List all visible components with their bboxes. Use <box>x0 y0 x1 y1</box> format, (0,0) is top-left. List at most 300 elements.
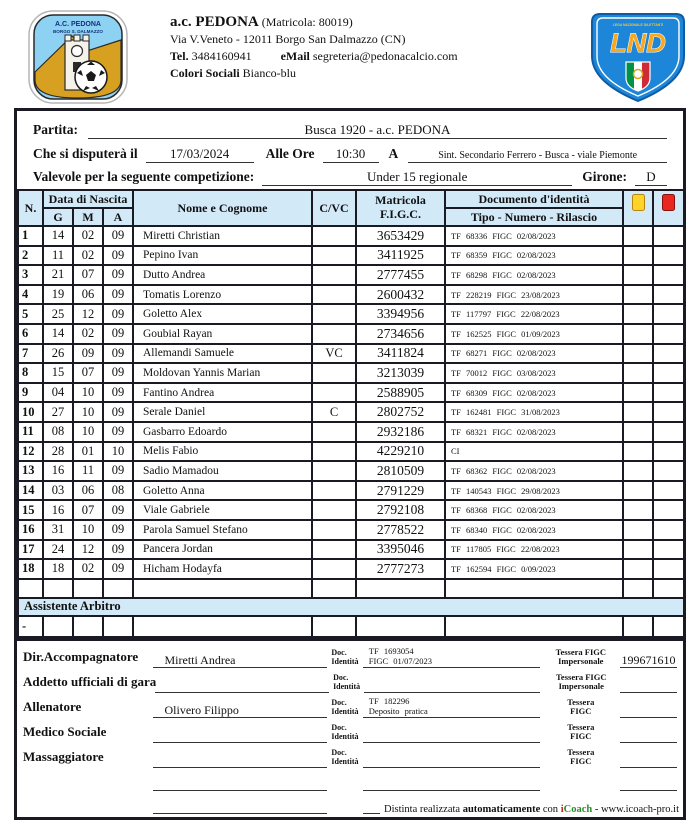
player-name: Serale Daniel <box>133 402 312 422</box>
col-n-header: N. <box>18 190 43 226</box>
col-m-header: M <box>73 208 103 226</box>
captain-flag <box>312 304 356 324</box>
tessera-label-line2: FIGC <box>570 731 592 742</box>
doc-label-line1: Doc. <box>331 698 347 708</box>
table-header-row-1 <box>18 190 684 208</box>
birth-month: 07 <box>73 363 103 383</box>
player-matricola: 3213039 <box>356 363 445 383</box>
tessera-label-line2: FIGC <box>570 756 592 767</box>
captain-flag <box>312 246 356 266</box>
table-row <box>18 402 684 422</box>
assistente-arbitro-title: Assistente Arbitro <box>18 598 684 616</box>
yellow-card-cell <box>623 344 653 364</box>
player-number: 13 <box>18 461 43 481</box>
footer-url: www.icoach-pro.it <box>600 804 679 815</box>
lnd-top-text: LEGA NAZIONALE DILETTANTI <box>612 23 664 27</box>
red-card-cell <box>653 559 684 579</box>
staff-role-label: Dir.Accompagnatore <box>23 648 139 664</box>
birth-day: 18 <box>43 559 73 579</box>
table-row <box>18 422 684 442</box>
staff-doc-line2: Deposito pratica <box>368 705 428 716</box>
yellow-card-cell <box>623 383 653 403</box>
red-card-icon <box>662 194 675 211</box>
tessera-label-line2: FIGC <box>570 706 592 717</box>
match-info <box>17 111 683 186</box>
red-card-cell <box>653 500 684 520</box>
tessera-label-line1: Tessera <box>567 722 595 732</box>
badge-clock <box>72 46 83 57</box>
red-card-cell <box>653 442 684 462</box>
birth-month: 10 <box>73 520 103 540</box>
birth-year: 09 <box>103 324 133 344</box>
birth-day: 11 <box>43 246 73 266</box>
player-number: 8 <box>18 363 43 383</box>
birth-year: 09 <box>103 246 133 266</box>
player-number: 10 <box>18 402 43 422</box>
player-name: Hicham Hodayfa <box>133 559 312 579</box>
birth-month: 09 <box>73 344 103 364</box>
table-row <box>18 461 684 481</box>
yellow-card-cell <box>623 422 653 442</box>
birth-day: 19 <box>43 285 73 305</box>
col-doc-sub-header: Tipo - Numero - Rilascio <box>445 208 623 226</box>
player-document: TF 68298 FIGC 02/08/2023 <box>445 265 623 285</box>
player-number: 3 <box>18 265 43 285</box>
table-row <box>18 304 684 324</box>
player-matricola: 3395046 <box>356 540 445 560</box>
table-row <box>18 246 684 266</box>
extra-staff-blank-row <box>23 768 677 791</box>
assistente-arbitro-band <box>18 598 684 616</box>
tessera-label <box>544 698 619 718</box>
player-matricola: 2734656 <box>356 324 445 344</box>
captain-flag: C <box>312 402 356 422</box>
yellow-card-cell <box>623 324 653 344</box>
players-table <box>17 189 685 638</box>
birth-day: 24 <box>43 540 73 560</box>
lnd-shield-svg <box>588 10 688 104</box>
staff-tessera-field: 199671610 <box>621 652 676 667</box>
player-number: 6 <box>18 324 43 344</box>
player-matricola: 3653429 <box>356 226 445 246</box>
lnd-acronym: LND <box>610 28 666 58</box>
birth-year: 09 <box>103 344 133 364</box>
tessera-label-line1: Tessera <box>567 697 595 707</box>
captain-flag <box>312 363 356 383</box>
birth-year: 09 <box>103 500 133 520</box>
player-document: TF 68368 FIGC 02/08/2023 <box>445 500 623 520</box>
birth-year: 09 <box>103 422 133 442</box>
player-matricola: 2932186 <box>356 422 445 442</box>
player-document: TF 162594 FIGC 0/09/2023 <box>445 559 623 579</box>
birth-day: 14 <box>43 324 73 344</box>
player-name: Moldovan Yannis Marian <box>133 363 312 383</box>
col-matricola-header <box>356 190 445 226</box>
birth-day: 21 <box>43 265 73 285</box>
birth-year: 09 <box>103 304 133 324</box>
table-row <box>18 559 684 579</box>
doc-identita-label <box>331 699 362 718</box>
player-name: Goletto Anna <box>133 481 312 501</box>
table-row <box>18 226 684 246</box>
staff-tessera-field <box>620 717 677 718</box>
yellow-card-cell <box>623 559 653 579</box>
birth-month: 07 <box>73 265 103 285</box>
player-document: TF 68271 FIGC 02/08/2023 <box>445 344 623 364</box>
birth-day: 26 <box>43 344 73 364</box>
birth-year: 09 <box>103 285 133 305</box>
player-matricola: 2588905 <box>356 383 445 403</box>
time-field: 10:30 <box>323 146 379 163</box>
player-number: 18 <box>18 559 43 579</box>
player-number: 14 <box>18 481 43 501</box>
doc-identita-label <box>331 724 362 743</box>
distinta-frame <box>14 108 686 820</box>
assistente-dash: - <box>18 616 43 637</box>
tessera-label-line2: Impersonale <box>558 656 604 667</box>
staff-role-label: Allenatore <box>23 698 82 714</box>
player-name: Parola Samuel Stefano <box>133 520 312 540</box>
yellow-card-cell <box>623 442 653 462</box>
player-document: TF 162481 FIGC 31/08/2023 <box>445 402 623 422</box>
player-number: 2 <box>18 246 43 266</box>
red-card-cell <box>653 304 684 324</box>
player-name: Pepino Ivan <box>133 246 312 266</box>
captain-flag <box>312 324 356 344</box>
doc-label-line1: Doc. <box>331 748 347 758</box>
tessera-label <box>544 748 619 768</box>
captain-flag <box>312 481 356 501</box>
birth-month: 07 <box>73 500 103 520</box>
club-name: a.c. PEDONA <box>170 14 259 30</box>
birth-month: 02 <box>73 226 103 246</box>
birth-year: 09 <box>103 461 133 481</box>
staff-doc-field <box>363 697 540 718</box>
red-card-cell <box>653 363 684 383</box>
competition-label: Valevole per la seguente competizione: <box>33 169 255 184</box>
player-document: TF 68321 FIGC 02/08/2023 <box>445 422 623 442</box>
tessera-label-line2: Impersonale <box>558 681 604 692</box>
staff-row-addetto <box>23 668 677 693</box>
birth-year: 10 <box>103 442 133 462</box>
doc-label-line1: Doc. <box>333 673 349 683</box>
birth-month: 02 <box>73 324 103 344</box>
colors-label: Colori Sociali <box>170 66 240 80</box>
footer-text-2: con <box>540 804 561 815</box>
player-document: TF 68309 FIGC 02/08/2023 <box>445 383 623 403</box>
captain-flag <box>312 442 356 462</box>
col-red-card-header <box>653 190 684 226</box>
birth-year: 09 <box>103 363 133 383</box>
tel-value: 3484160941 <box>191 49 252 63</box>
player-matricola: 3411824 <box>356 344 445 364</box>
staff-section <box>17 638 683 814</box>
col-birth-header: Data di Nascita <box>43 190 133 208</box>
doc-identita-label <box>331 649 362 668</box>
doc-identita-label <box>333 674 364 693</box>
player-matricola: 2802752 <box>356 402 445 422</box>
doc-label-line2: Identità <box>333 681 361 691</box>
staff-name-field <box>155 692 329 693</box>
tessera-label-line1: Tessera FIGC <box>555 647 607 657</box>
player-name: Miretti Christian <box>133 226 312 246</box>
red-card-cell <box>653 520 684 540</box>
club-contacts-line <box>170 48 458 65</box>
birth-month: 11 <box>73 461 103 481</box>
birth-day: 03 <box>43 481 73 501</box>
competition-field: Under 15 regionale <box>262 169 572 186</box>
player-name: Goubial Rayan <box>133 324 312 344</box>
player-matricola: 2777273 <box>356 559 445 579</box>
player-name: Viale Gabriele <box>133 500 312 520</box>
staff-role-label: Massaggiatore <box>23 748 104 764</box>
staff-doc-line1: TF 182296 <box>368 696 410 707</box>
birth-day: 16 <box>43 500 73 520</box>
matricola-label-1: Matricola <box>375 193 426 208</box>
birth-year: 09 <box>103 226 133 246</box>
red-card-cell <box>653 324 684 344</box>
table-row <box>18 344 684 364</box>
player-name: Pancera Jordan <box>133 540 312 560</box>
competition-row <box>33 163 667 186</box>
icoach-logo-i: i <box>560 804 564 815</box>
assistente-arbitro-row <box>18 616 684 637</box>
email-value: segreteria@pedonacalcio.com <box>312 49 458 63</box>
table-row <box>18 265 684 285</box>
table-row <box>18 324 684 344</box>
yellow-card-icon <box>632 194 645 211</box>
birth-year: 09 <box>103 265 133 285</box>
partita-label: Partita: <box>33 122 78 137</box>
birth-day: 28 <box>43 442 73 462</box>
player-number: 9 <box>18 383 43 403</box>
col-a-header: A <box>103 208 133 226</box>
player-document: TF 117805 FIGC 22/08/2023 <box>445 540 623 560</box>
venue-field: Sint. Secondario Ferrero - Busca - viale Piemonte <box>408 150 667 163</box>
red-card-cell <box>653 226 684 246</box>
staff-tessera-field <box>620 767 677 768</box>
empty-player-row <box>18 579 684 598</box>
club-name-line <box>170 14 458 31</box>
captain-flag <box>312 422 356 442</box>
red-card-cell <box>653 540 684 560</box>
player-document: TF 162525 FIGC 01/09/2023 <box>445 324 623 344</box>
player-number: 15 <box>18 500 43 520</box>
tel-label: Tel. <box>170 49 189 63</box>
staff-row-dirigente <box>23 643 677 668</box>
club-colors-line <box>170 65 458 82</box>
player-name: Allemandi Samuele <box>133 344 312 364</box>
date-label: Che si disputerà il <box>33 146 138 161</box>
club-badge-svg <box>28 10 128 104</box>
yellow-card-cell <box>623 304 653 324</box>
player-number: 16 <box>18 520 43 540</box>
partita-row <box>33 114 667 139</box>
doc-label-line2: Identità <box>331 731 359 741</box>
staff-row-massaggiatore <box>23 743 677 768</box>
birth-year: 09 <box>103 540 133 560</box>
birth-day: 31 <box>43 520 73 540</box>
birth-day: 14 <box>43 226 73 246</box>
yellow-card-cell <box>623 363 653 383</box>
captain-flag <box>312 559 356 579</box>
staff-doc-line1: TF 1693054 <box>368 646 414 657</box>
club-badge-logo <box>28 10 128 109</box>
player-matricola: 3394956 <box>356 304 445 324</box>
captain-flag <box>312 461 356 481</box>
yellow-card-cell <box>623 402 653 422</box>
footer-text-bold: automaticamente <box>462 804 541 815</box>
captain-flag <box>312 520 356 540</box>
staff-doc-field <box>364 692 540 693</box>
player-number: 5 <box>18 304 43 324</box>
staff-tessera-field <box>620 742 677 743</box>
player-name: Sadio Mamadou <box>133 461 312 481</box>
player-matricola: 2777455 <box>356 265 445 285</box>
footer-separator: - <box>592 804 601 815</box>
player-name: Tomatis Lorenzo <box>133 285 312 305</box>
player-document: CI <box>445 442 623 462</box>
tessera-label-line1: Tessera <box>567 747 595 757</box>
player-name: Gasbarro Edoardo <box>133 422 312 442</box>
player-document: TF 117797 FIGC 22/08/2023 <box>445 304 623 324</box>
player-number: 12 <box>18 442 43 462</box>
tessera-label <box>544 723 619 743</box>
yellow-card-cell <box>623 246 653 266</box>
yellow-card-cell <box>623 226 653 246</box>
captain-flag: VC <box>312 344 356 364</box>
email-label: eMail <box>280 49 310 63</box>
colors-value: Bianco-blu <box>242 66 296 80</box>
staff-name-field <box>153 742 328 743</box>
player-matricola: 2600432 <box>356 285 445 305</box>
player-document: TF 68336 FIGC 02/08/2023 <box>445 226 623 246</box>
time-label: Alle Ore <box>265 146 315 161</box>
birth-month: 02 <box>73 246 103 266</box>
red-card-cell <box>653 265 684 285</box>
footer-credit <box>380 804 679 815</box>
staff-doc-field <box>363 742 540 743</box>
yellow-card-cell <box>623 540 653 560</box>
player-name: Melis Fabio <box>133 442 312 462</box>
player-matricola: 2791229 <box>356 481 445 501</box>
staff-role-label: Addetto ufficiali di gara <box>23 673 157 689</box>
col-doc-header: Documento d'identità <box>445 190 623 208</box>
col-g-header: G <box>43 208 73 226</box>
player-document: TF 70012 FIGC 03/08/2023 <box>445 363 623 383</box>
date-row <box>33 139 667 163</box>
birth-day: 04 <box>43 383 73 403</box>
player-document: TF 68362 FIGC 02/08/2023 <box>445 461 623 481</box>
birth-year: 09 <box>103 559 133 579</box>
yellow-card-cell <box>623 481 653 501</box>
partita-field: Busca 1920 - a.c. PEDONA <box>88 122 667 139</box>
red-card-cell <box>653 285 684 305</box>
player-document: TF 68359 FIGC 02/08/2023 <box>445 246 623 266</box>
table-row <box>18 520 684 540</box>
table-row <box>18 285 684 305</box>
red-card-cell <box>653 461 684 481</box>
col-cvc-header: C/VC <box>312 190 356 226</box>
table-row <box>18 383 684 403</box>
red-card-cell <box>653 344 684 364</box>
staff-row-medico <box>23 718 677 743</box>
yellow-card-cell <box>623 265 653 285</box>
tessera-label-line1: Tessera FIGC <box>556 672 607 682</box>
birth-day: 16 <box>43 461 73 481</box>
captain-flag <box>312 383 356 403</box>
at-label: A <box>388 146 399 161</box>
yellow-card-cell <box>623 461 653 481</box>
doc-label-line2: Identità <box>331 656 359 666</box>
birth-month: 10 <box>73 383 103 403</box>
captain-flag <box>312 285 356 305</box>
staff-name-field: Olivero Filippo <box>153 703 328 718</box>
captain-flag <box>312 500 356 520</box>
red-card-cell <box>653 402 684 422</box>
lnd-logo <box>588 10 688 109</box>
footer-text-1: Distinta realizzata <box>383 804 463 815</box>
staff-tessera-field <box>620 692 677 693</box>
staff-role-label: Medico Sociale <box>23 723 107 739</box>
player-document: TF 140543 FIGC 29/08/2023 <box>445 481 623 501</box>
club-info-block <box>170 14 458 82</box>
staff-doc-line2: FIGC 01/07/2023 <box>368 655 432 666</box>
red-card-cell <box>653 383 684 403</box>
doc-label-line1: Doc. <box>331 648 347 658</box>
table-row <box>18 540 684 560</box>
badge-club-town: BORGO S. DALMAZZO <box>52 29 104 34</box>
matricola-label-2: F.I.G.C. <box>380 207 421 221</box>
staff-doc-field <box>363 647 540 668</box>
red-card-cell <box>653 422 684 442</box>
player-name: Dutto Andrea <box>133 265 312 285</box>
staff-doc-field <box>363 767 540 768</box>
player-name: Fantino Andrea <box>133 383 312 403</box>
staff-name-field <box>153 767 328 768</box>
player-matricola: 2778522 <box>356 520 445 540</box>
birth-month: 06 <box>73 481 103 501</box>
player-matricola: 2810509 <box>356 461 445 481</box>
captain-flag <box>312 540 356 560</box>
yellow-card-cell <box>623 520 653 540</box>
birth-year: 09 <box>103 520 133 540</box>
doc-label-line1: Doc. <box>331 723 347 733</box>
birth-day: 25 <box>43 304 73 324</box>
birth-year: 09 <box>103 383 133 403</box>
badge-soccer-ball <box>75 61 107 93</box>
table-row <box>18 442 684 462</box>
birth-month: 02 <box>73 559 103 579</box>
birth-month: 10 <box>73 422 103 442</box>
yellow-card-cell <box>623 285 653 305</box>
birth-month: 12 <box>73 540 103 560</box>
player-number: 7 <box>18 344 43 364</box>
table-row <box>18 500 684 520</box>
tessera-label <box>544 673 618 693</box>
birth-year: 09 <box>103 402 133 422</box>
player-matricola: 3411925 <box>356 246 445 266</box>
red-card-cell <box>653 246 684 266</box>
yellow-card-cell <box>623 500 653 520</box>
player-document: TF 228219 FIGC 23/08/2023 <box>445 285 623 305</box>
table-row <box>18 363 684 383</box>
col-name-header: Nome e Cognome <box>133 190 312 226</box>
birth-day: 15 <box>43 363 73 383</box>
captain-flag <box>312 226 356 246</box>
birth-day: 08 <box>43 422 73 442</box>
birth-year: 08 <box>103 481 133 501</box>
